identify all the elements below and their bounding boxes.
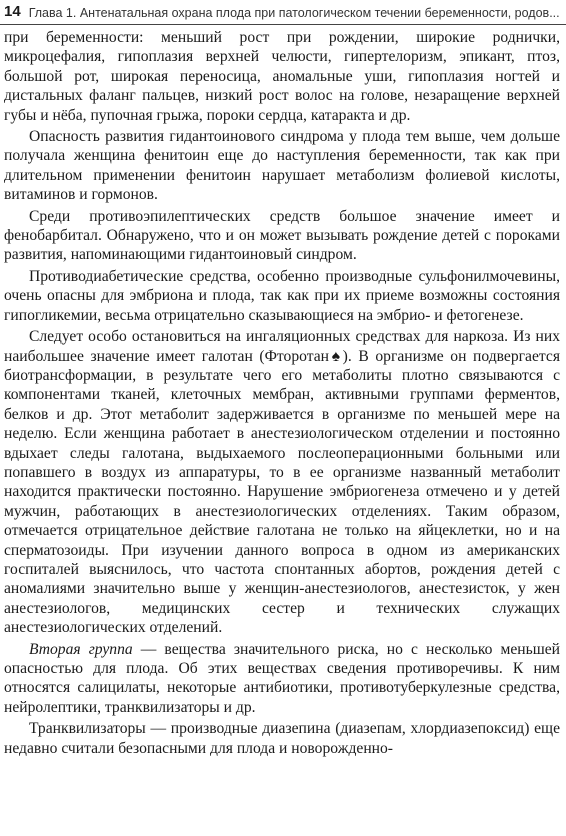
- paragraph-second-group: [4, 640, 560, 718]
- page-number: 14: [4, 3, 21, 20]
- body-text: [4, 28, 560, 760]
- running-head: [0, 0, 566, 25]
- paragraph-tranquilizers: Транквилизаторы — производные диазепина (диазепам, хлордиазепоксид) еще недавно считали безопасными для плода и новорожденно-: [4, 720, 560, 757]
- paragraph-inhalation-anesthetics: Следует особо остановиться на ингаляционных средствах для наркоза. Из них наибольшее значение имеет галотан (Фторотан♠). В организме он подвергается биотрансформации, в результате чего его метаболиты плотно связываются с компонентами тканей, клеточных мембран, активными группами ферментов, белков и др. Этот метаболит задерживается в организме по меньшей мере на неделю. Если женщина работает в анестезиологическом отделении и постоянно вдыхает следы галотана, выдыхаемого послеоперационными больными или попавшего в воздух из аппаратуры, то в ее организме названный метаболит находится практически постоянно. Нарушение эмбриогенеза отмечено и у детей мужчин, работающих в анестезиологических отделениях. Таким образом, отмечается отрицательное действие галотана не только на яйцеклетки, но и на сперматозоиды. При изучении данного вопроса в одном из американских госпиталей выяснилось, что частота спонтанных абортов, рождения детей с аномалиями значительно выше у женщин-анестезиологов, анестезисток, у жен анестезиологов, медицинских сестер и технических служащих анестезиологических отделений.: [4, 328, 560, 637]
- paragraph-antidiabetic: Противодиабетические средства, особенно производные сульфонилмочевины, очень опасны для эмбриона и плода, так как при их приеме возможны состояния гипогликемии, весьма отрицательно сказывающиеся на эмбрио- и фетогенезе.: [4, 267, 560, 324]
- running-title: Глава 1. Антенатальная охрана плода при патологическом течении беременности, родов...: [28, 6, 560, 20]
- second-group-text: — вещества значительного риска, но с несколько меньшей опасностью для плода. Об этих веществах сведения противоречивы. К ним относятся салицилаты, некоторые антибиотики, противотуберкулезные средства, нейролептики, транквилизаторы и др.: [4, 640, 560, 716]
- paragraph-phenobarbital: Среди противоэпилептических средств большое значение имеет и фенобарбитал. Обнаружено, что и он может вызывать рождение детей с пороками развития, напоминающими гидантоиновый синдром.: [4, 207, 560, 264]
- second-group-heading: Вторая группа: [29, 640, 133, 658]
- paragraph-continuation: при беременности: меньший рост при рождении, широкие роднички, микроцефалия, гипоплазия верхней челюсти, гипертелоризм, эпикант, птоз, большой рот, широкая переносица, аномальные уши, гипоплазия ногтей и дистальных фаланг пальцев, низкий рост волос на голове, незаращение верхней губы и нёба, пупочная грыжа, пороки сердца, катаракта и др.: [4, 29, 560, 124]
- paragraph-hydantoin-risk: Опасность развития гидантоинового синдрома у плода тем выше, чем дольше получала женщина фенитоин еще до наступления беременности, так как при длительном применении фенитоин нарушает метаболизм фолиевой кислоты, витаминов и гормонов.: [4, 128, 560, 204]
